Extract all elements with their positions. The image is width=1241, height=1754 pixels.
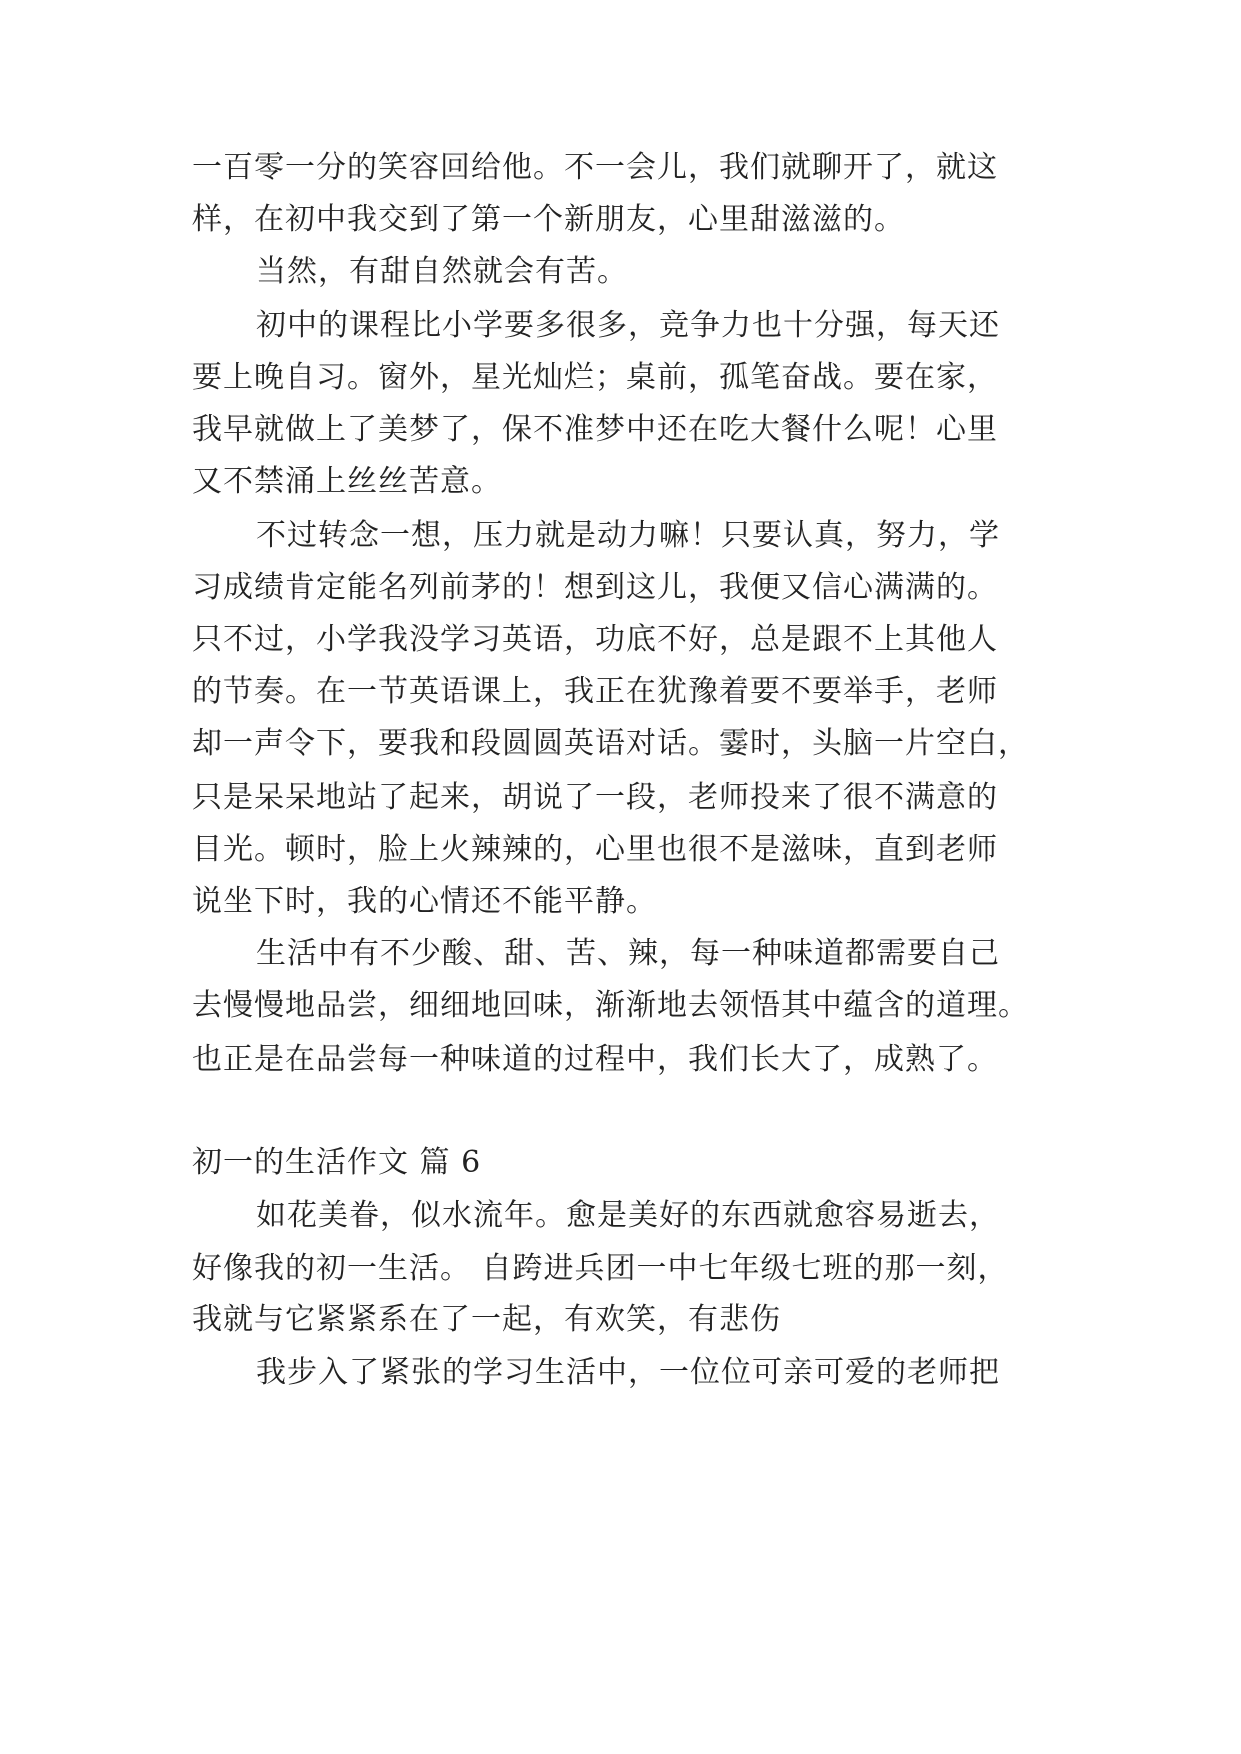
text-line: 目光。顿时，脸上火辣辣的，心里也很不是滋味，直到老师	[192, 832, 998, 867]
text-line: 的节奏。在一节英语课上，我正在犹豫着要不要举手，老师	[192, 674, 998, 709]
paragraph-first-line: 如花美眷，似水流年。愈是美好的东西就愈容易逝去，	[256, 1198, 1000, 1233]
paragraph-first-line: 生活中有不少酸、甜、苦、辣，每一种味道都需要自己	[256, 936, 1000, 971]
text-line: 要上晚自习。窗外，星光灿烂；桌前，孤笔奋战。要在家，	[192, 360, 998, 395]
text-line: 只是呆呆地站了起来，胡说了一段，老师投来了很不满意的	[192, 780, 998, 815]
text-line: 说坐下时，我的心情还不能平静。	[192, 884, 657, 919]
text-line: 一百零一分的笑容回给他。不一会儿，我们就聊开了，就这	[192, 150, 998, 185]
text-line: 我早就做上了美梦了，保不准梦中还在吃大餐什么呢！心里	[192, 412, 998, 447]
text-line: 好像我的初一生活。 自跨进兵团一中七年级七班的那一刻，	[192, 1251, 1009, 1286]
paragraph-first-line: 我步入了紧张的学习生活中，一位位可亲可爱的老师把	[256, 1355, 1000, 1390]
text-line: 也正是在品尝每一种味道的过程中，我们长大了，成熟了。	[192, 1042, 998, 1077]
paragraph-first-line: 不过转念一想，压力就是动力嘛！只要认真，努力，学	[256, 518, 1000, 553]
paragraph-first-line: 初中的课程比小学要多很多，竞争力也十分强，每天还	[256, 308, 1000, 343]
text-line: 却一声令下，要我和段圆圆英语对话。霎时，头脑一片空白，	[192, 726, 1029, 761]
text-line: 我就与它紧紧系在了一起，有欢笑，有悲伤	[192, 1302, 781, 1337]
section-heading: 初一的生活作文 篇 6	[192, 1145, 482, 1180]
text-line: 又不禁涌上丝丝苦意。	[192, 464, 502, 499]
text-line: 只不过，小学我没学习英语，功底不好，总是跟不上其他人	[192, 622, 998, 657]
text-line: 去慢慢地品尝，细细地回味，渐渐地去领悟其中蕴含的道理。	[192, 988, 1029, 1023]
text-line: 样，在初中我交到了第一个新朋友，心里甜滋滋的。	[192, 202, 905, 237]
text-line: 习成绩肯定能名列前茅的！想到这儿，我便又信心满满的。	[192, 570, 998, 605]
paragraph-first-line: 当然，有甜自然就会有苦。	[256, 254, 628, 289]
